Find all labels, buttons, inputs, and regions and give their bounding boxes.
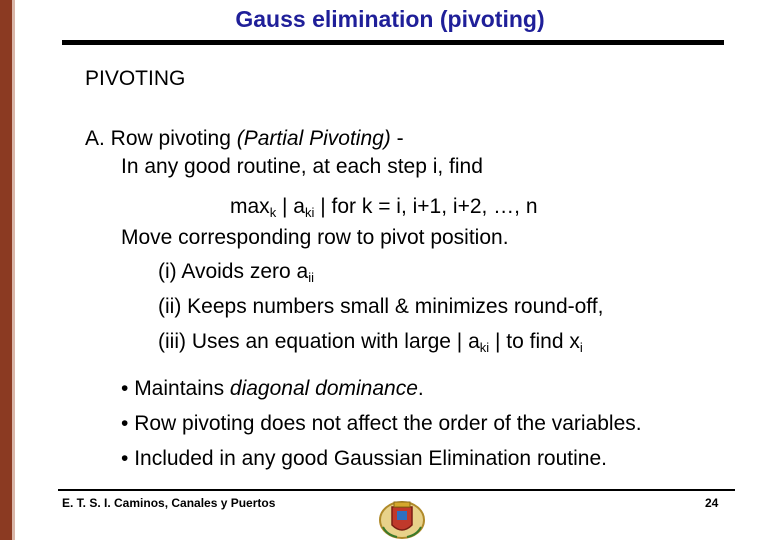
formula-range: | for k = i, i+1, i+2, …, n (314, 195, 538, 218)
bullet-3 (121, 447, 607, 471)
bullet-1-italic: diagonal dominance (229, 377, 418, 400)
bullet-dot-icon: • (121, 377, 135, 400)
reason-3-sub2: i (579, 340, 583, 355)
bullet-1-period: . (417, 377, 424, 400)
bullet-dot-icon: • (121, 447, 135, 470)
left-border-stripe (12, 0, 15, 540)
slide-title: Gauss elimination (pivoting) (235, 6, 545, 32)
reason-3-text: (iii) Uses an equation with large | a (158, 330, 480, 353)
formula-max: max (230, 195, 270, 218)
partial-pivoting-label: (Partial Pivoting) (236, 127, 391, 150)
bullet-dot-icon: • (121, 412, 135, 435)
row-pivoting-label: A. Row pivoting (85, 127, 231, 150)
bullet-2-text: Row pivoting does not affect the order of the variables. (134, 412, 642, 435)
section-heading: PIVOTING (85, 67, 186, 90)
footer-institution: E. T. S. I. Caminos, Canales y Puertos (62, 496, 276, 510)
reason-3-sub: ki (479, 340, 490, 355)
dash: - (390, 127, 404, 150)
formula-abs: | a (276, 195, 305, 218)
move-row-line: Move corresponding row to pivot position. (121, 226, 509, 249)
bullet-3-text: Included in any good Gaussian Elimination routine. (134, 447, 607, 470)
reason-1 (158, 260, 314, 284)
reason-1-sub: ii (308, 270, 314, 285)
footer-rule (58, 489, 735, 491)
reason-1-text: (i) Avoids zero a (158, 260, 309, 283)
left-border-bar (0, 0, 12, 540)
step-line: In any good routine, at each step i, find (121, 155, 483, 178)
formula-ki-sub: ki (305, 205, 315, 220)
bullet-1 (121, 377, 424, 401)
bullet-2 (121, 412, 642, 436)
crest-logo-icon (377, 497, 427, 539)
formula-k-sub: k (269, 205, 277, 220)
row-pivoting-line (85, 127, 404, 151)
reason-3 (158, 330, 583, 354)
page-number: 24 (705, 496, 719, 510)
reason-3-mid: | to find x (489, 330, 580, 353)
bullet-1-text: Maintains (134, 377, 230, 400)
reason-2: (ii) Keeps numbers small & minimizes round-off, (158, 295, 604, 318)
max-formula (230, 195, 538, 219)
title-rule (62, 40, 724, 45)
